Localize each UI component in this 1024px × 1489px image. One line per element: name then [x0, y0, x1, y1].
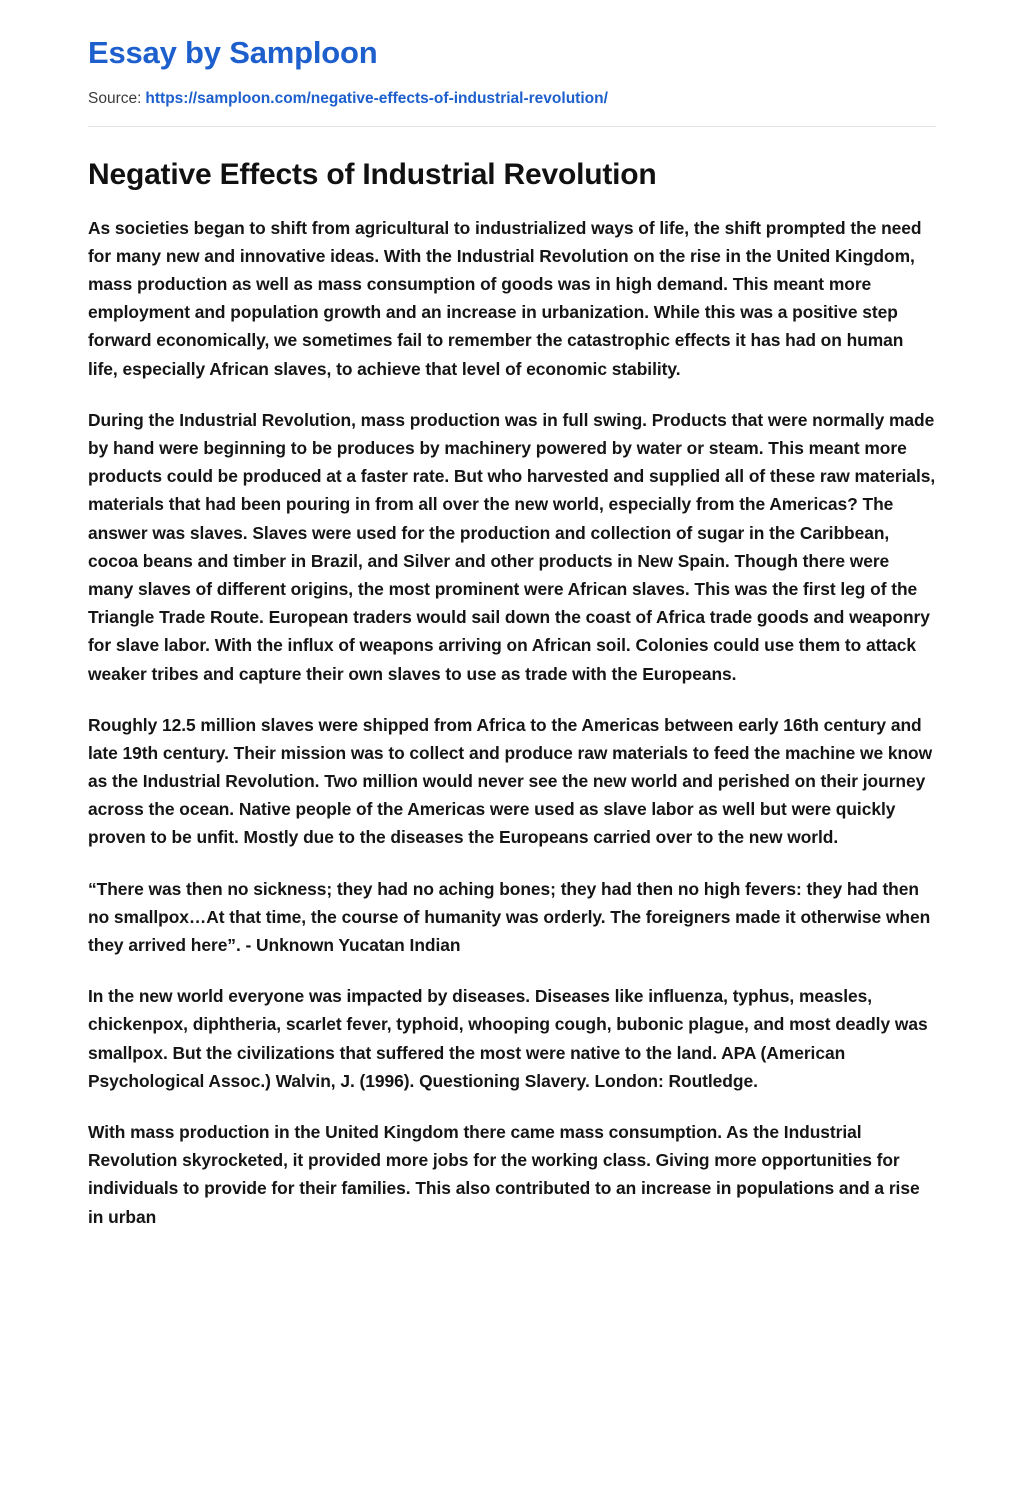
source-line — [88, 89, 936, 109]
header-divider — [88, 126, 936, 127]
article-body — [88, 194, 936, 1231]
site-brand-logo: Essay by Samploon — [88, 35, 378, 70]
paragraph-truncated: With mass production in the United Kingdom there came mass consumption. As the Industrial Revolution skyrocketed, it provided more jobs for the working class. Giving more opportunities for individuals to provide for their families. This also contributed to an increase in populations and a rise in urban — [88, 1121, 920, 1227]
paragraph: Roughly 12.5 million slaves were shipped from Africa to the Americas between early 16th century and late 19th century. Their mission was to collect and produce raw materials to feed the machine we know as the Industrial Revolution. Two million would never see the new world and perished on their journey across the ocean. Native people of the Americas were used as slave labor as well but were quickly proven to be unfit. Mostly due to the diseases the Europeans carried over to the new world. — [88, 714, 933, 848]
paragraph: During the Industrial Revolution, mass production was in full swing. Products that were normally made by hand were beginning to be produces by machinery powered by water or steam. This meant more products could be produced at a faster rate. But who harvested and supplied all of these raw materials, materials that had been pouring in from all over the new world, especially from the Americas? The answer was slaves. Slaves were used for the production and collection of sugar in the Caribbean, cocoa beans and timber in Brazil, and Silver and other products in New Spain. Though there were many slaves of different origins, the most prominent were African slaves. This was the first leg of the Triangle Trade Route. European traders would sail down the coast of Africa trade goods and weaponry for slave labor. With the influx of weapons arriving on African soil. Colonies could use them to attack weaker tribes and capture their own slaves to use as trade with the Europeans. — [88, 409, 936, 684]
paragraph-citation: In the new world everyone was impacted by diseases. Diseases like influenza, typhus, measles, chickenpox, diphtheria, scarlet fever, typhoid, whooping cough, bubonic plague, and most deadly was smallpox. But the civilizations that suffered the most were native to the land. APA (American Psychological Assoc.) Walvin, J. (1996). Questioning Slavery. London: Routledge. — [88, 986, 928, 1091]
source-label: Source: — [88, 90, 142, 108]
page-header — [0, 0, 1024, 109]
source-url-link[interactable]: https://samploon.com/negative-effects-of-industrial-revolution/ — [145, 90, 608, 108]
page-title: Negative Effects of Industrial Revolution — [88, 158, 657, 192]
paragraph-quote: “There was then no sickness; they had no aching bones; they had then no high fevers: they had then no smallpox…At that time, the course of humanity was orderly. The foreigners made it otherwise when they arrived here”. - Unknown Yucatan Indian — [88, 878, 931, 956]
paragraph: As societies began to shift from agricultural to industrialized ways of life, the shift prompted the need for many new and innovative ideas. With the Industrial Revolution on the rise in the United Kingdom, mass production as well as mass consumption of goods was in high demand. This meant more employment and population growth and an increase in urbanization. While this was a positive step forward economically, we sometimes fail to remember the catastrophic effects it has had on human life, especially African slaves, to achieve that level of economic stability. — [88, 217, 922, 379]
